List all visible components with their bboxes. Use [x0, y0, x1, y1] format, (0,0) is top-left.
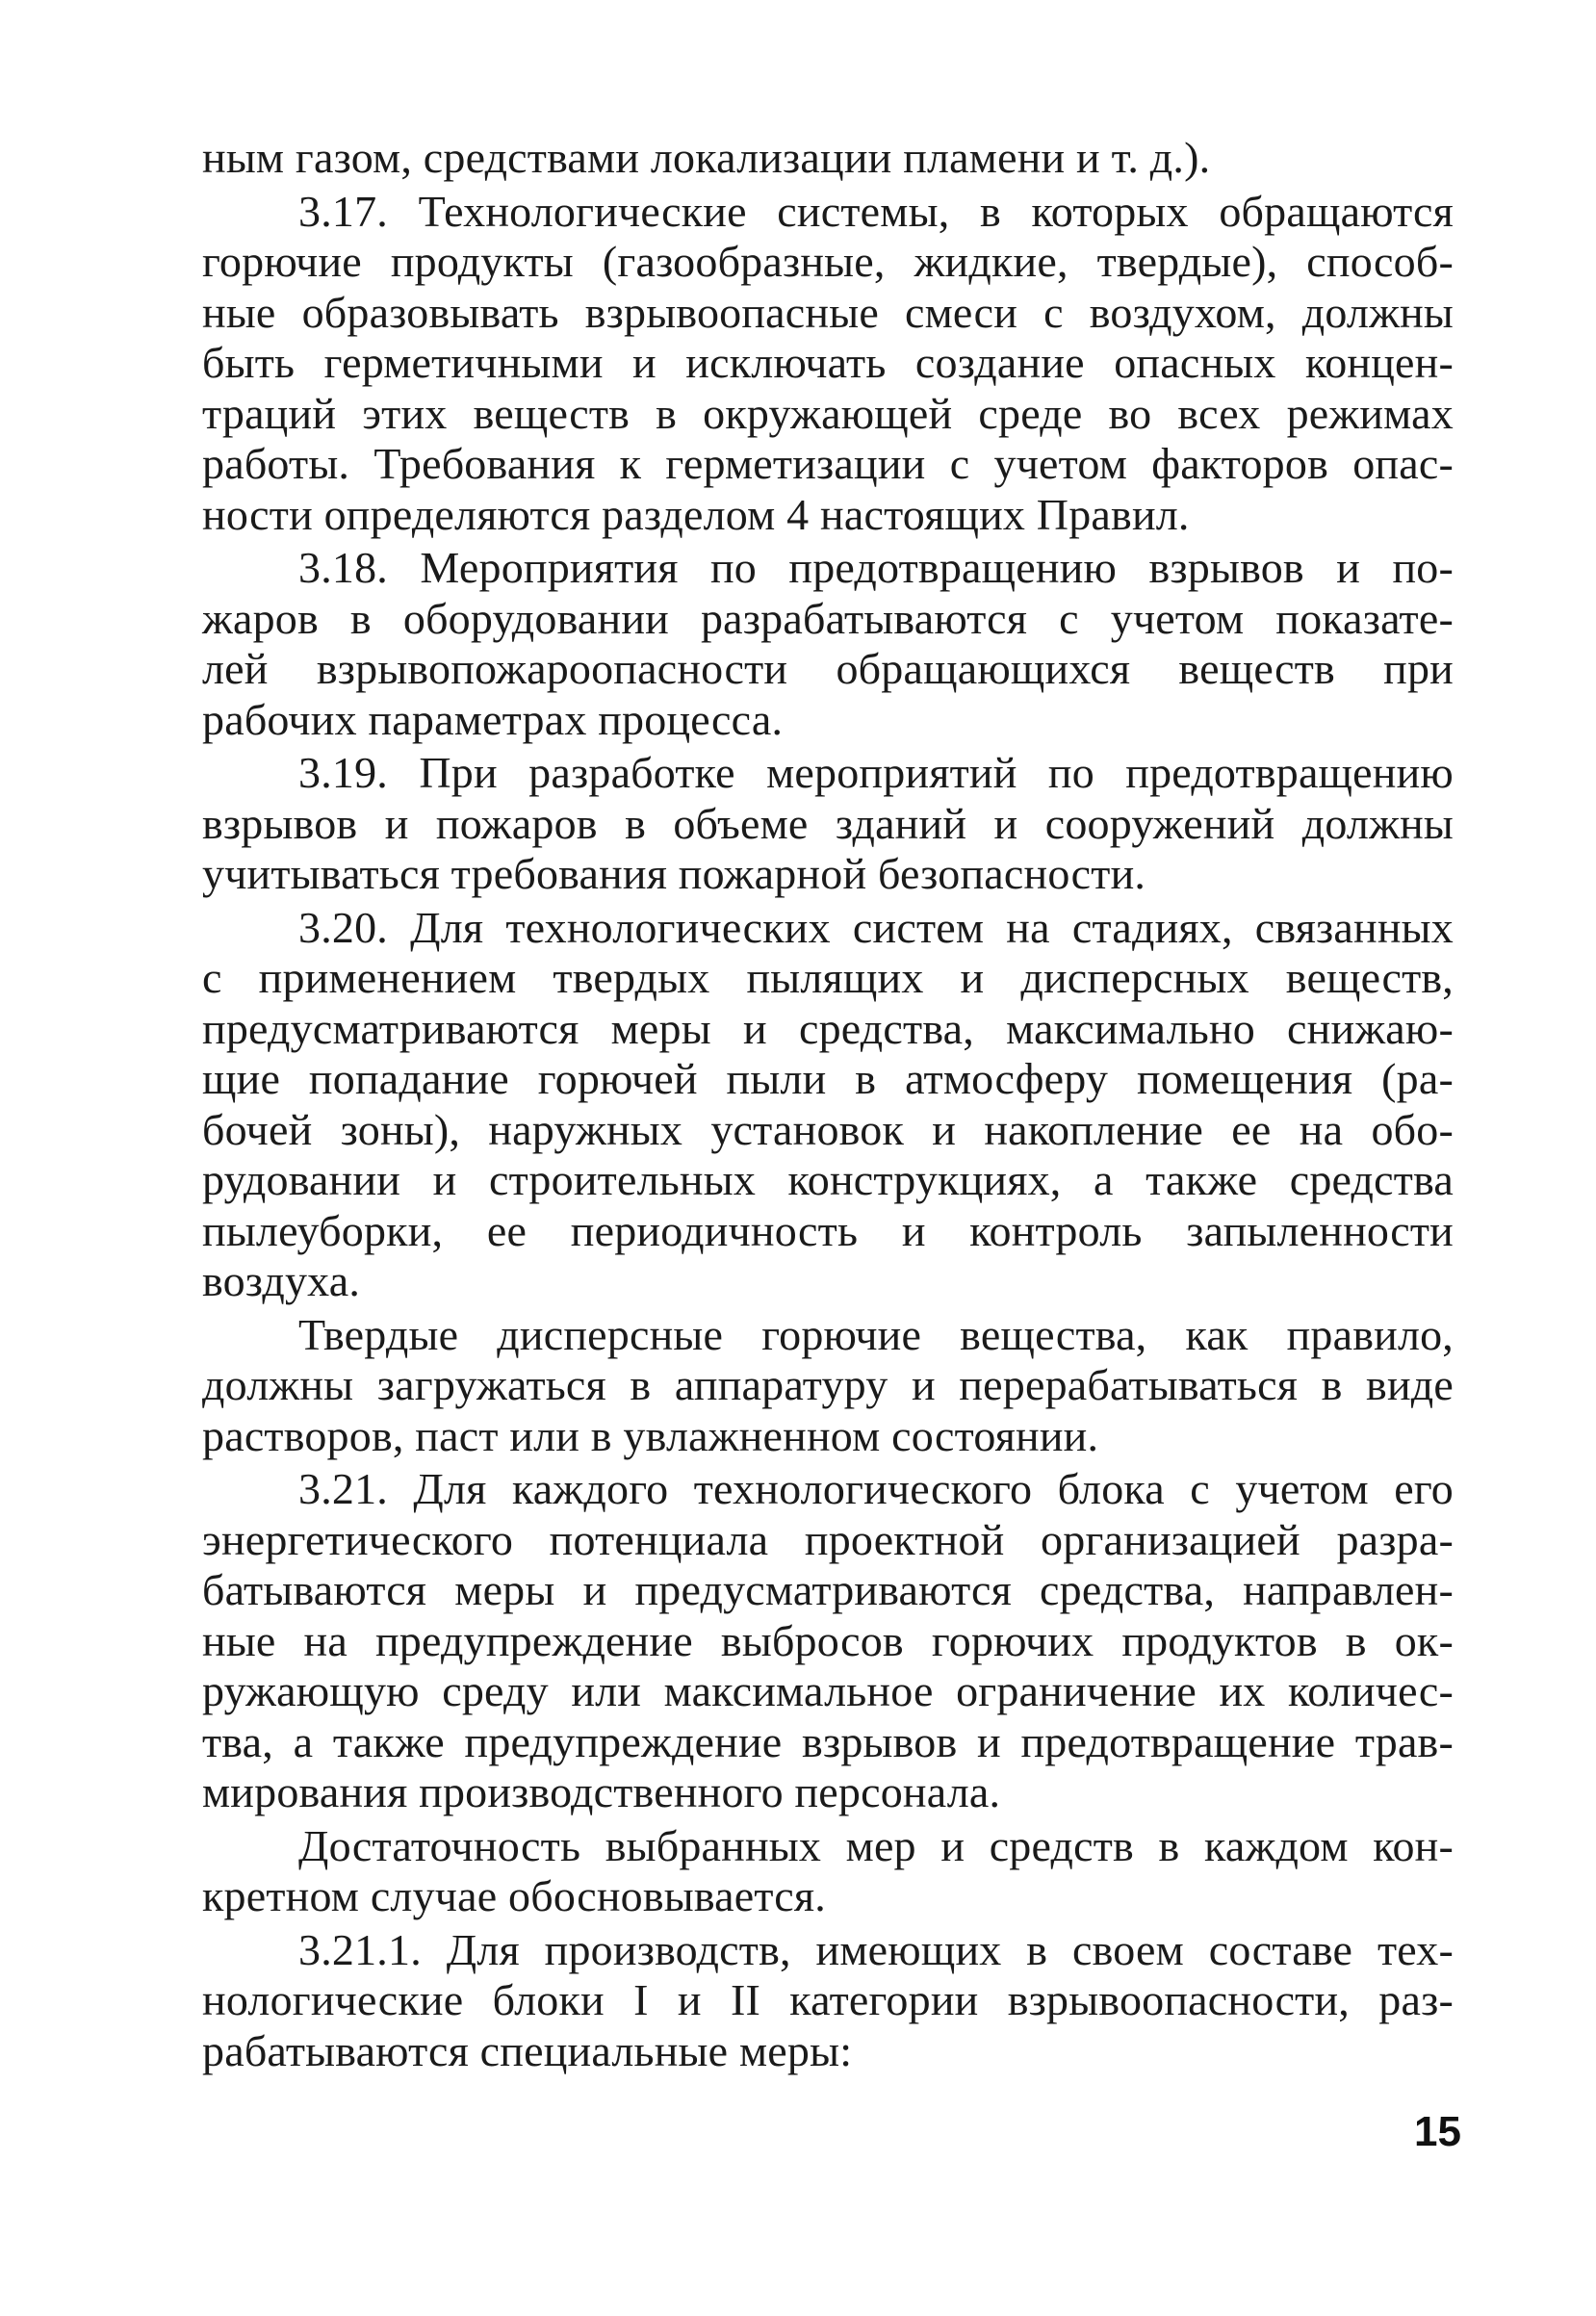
text-line: ности определяются разделом 4 настоящих Правил. — [202, 489, 1190, 539]
text-line: 3.18. Мероприятия по предотвращению взрывов и по- — [298, 543, 1454, 592]
text-line: бочей зоны), наружных установок и накопление ее на обо- — [202, 1104, 1454, 1154]
text-line: рабатываются специальные меры: — [202, 2025, 853, 2075]
paragraph — [202, 748, 1454, 900]
paragraph — [202, 1925, 1454, 2077]
text-line: взрывов и пожаров в объеме зданий и сооружений должны — [202, 798, 1454, 848]
text-line: ные образовывать взрывоопасные смеси с воздухом, должны — [202, 287, 1454, 337]
text-line: ружающую среду или максимальное ограничение их количес- — [202, 1666, 1454, 1715]
text-line: предусматриваются меры и средства, максимально снижаю- — [202, 1003, 1454, 1053]
text-line: ные на предупреждение выбросов горючих продуктов в ок- — [202, 1615, 1454, 1665]
text-line: жаров в оборудовании разрабатываются с учетом показате- — [202, 593, 1454, 643]
text-line: мирования производственного персонала. — [202, 1767, 1001, 1816]
text-line: 3.21.1. Для производств, имеющих в своем составе тех- — [298, 1924, 1454, 1974]
text-line: рабочих параметрах процесса. — [202, 694, 784, 744]
paragraph — [202, 1821, 1454, 1922]
text-line: 3.21. Для каждого технологического блока с учетом его — [298, 1464, 1454, 1513]
text-line: с применением твердых пылящих и дисперсных веществ, — [202, 953, 1454, 1002]
text-line: растворов, паст или в увлажненном состоянии. — [202, 1410, 1099, 1460]
text-line: учитываться требования пожарной безопасности. — [202, 849, 1146, 898]
text-line: кретном случае обосновывается. — [202, 1871, 826, 1920]
text-line: батываются меры и предусматриваются средства, направлен- — [202, 1565, 1454, 1614]
text-line: 3.17. Технологические системы, в которых обращаются — [298, 186, 1454, 236]
text-line: тва, а также предупреждение взрывов и предотвращение трав- — [202, 1716, 1454, 1766]
text-line: щие попадание горючей пыли в атмосферу помещения (ра- — [202, 1054, 1454, 1103]
text-line: рудовании и строительных конструкциях, а также средства — [202, 1155, 1454, 1204]
text-line: горючие продукты (газообразные, жидкие, твердые), способ- — [202, 237, 1454, 286]
text-line: 3.20. Для технологических систем на стадиях, связанных — [298, 902, 1454, 952]
text-line: Твердые дисперсные горючие вещества, как правило, — [298, 1309, 1454, 1359]
text-line: энергетического потенциала проектной организацией разра- — [202, 1514, 1454, 1564]
page-number: 15 — [1414, 2108, 1461, 2155]
text-line: 3.19. При разработке мероприятий по предотвращению — [298, 748, 1454, 797]
page-body — [202, 133, 1454, 2076]
text-line: пылеуборки, ее периодичность и контроль запыленности — [202, 1205, 1454, 1255]
text-line: траций этих веществ в окружающей среде во всех режимах — [202, 388, 1454, 438]
paragraph — [202, 1464, 1454, 1818]
paragraph — [202, 543, 1454, 745]
text-line: Достаточность выбранных мер и средств в каждом кон- — [298, 1820, 1454, 1870]
text-line: должны загружаться в аппаратуру и перерабатываться в виде — [202, 1360, 1454, 1409]
paragraph — [202, 903, 1454, 1307]
text-line: воздуха. — [202, 1256, 361, 1305]
paragraph — [202, 187, 1454, 541]
text-line: работы. Требования к герметизации с учетом факторов опас- — [202, 439, 1454, 488]
text-line: лей взрывопожароопасности обращающихся веществ при — [202, 644, 1454, 693]
paragraph — [202, 1310, 1454, 1462]
text-line: быть герметичными и исключать создание опасных концен- — [202, 338, 1454, 387]
paragraph — [202, 133, 1454, 184]
text-line: нологические блоки I и II категории взрывоопасности, раз- — [202, 1975, 1454, 2024]
text-line: ным газом, средствами локализации пламени и т. д.). — [202, 133, 1211, 182]
